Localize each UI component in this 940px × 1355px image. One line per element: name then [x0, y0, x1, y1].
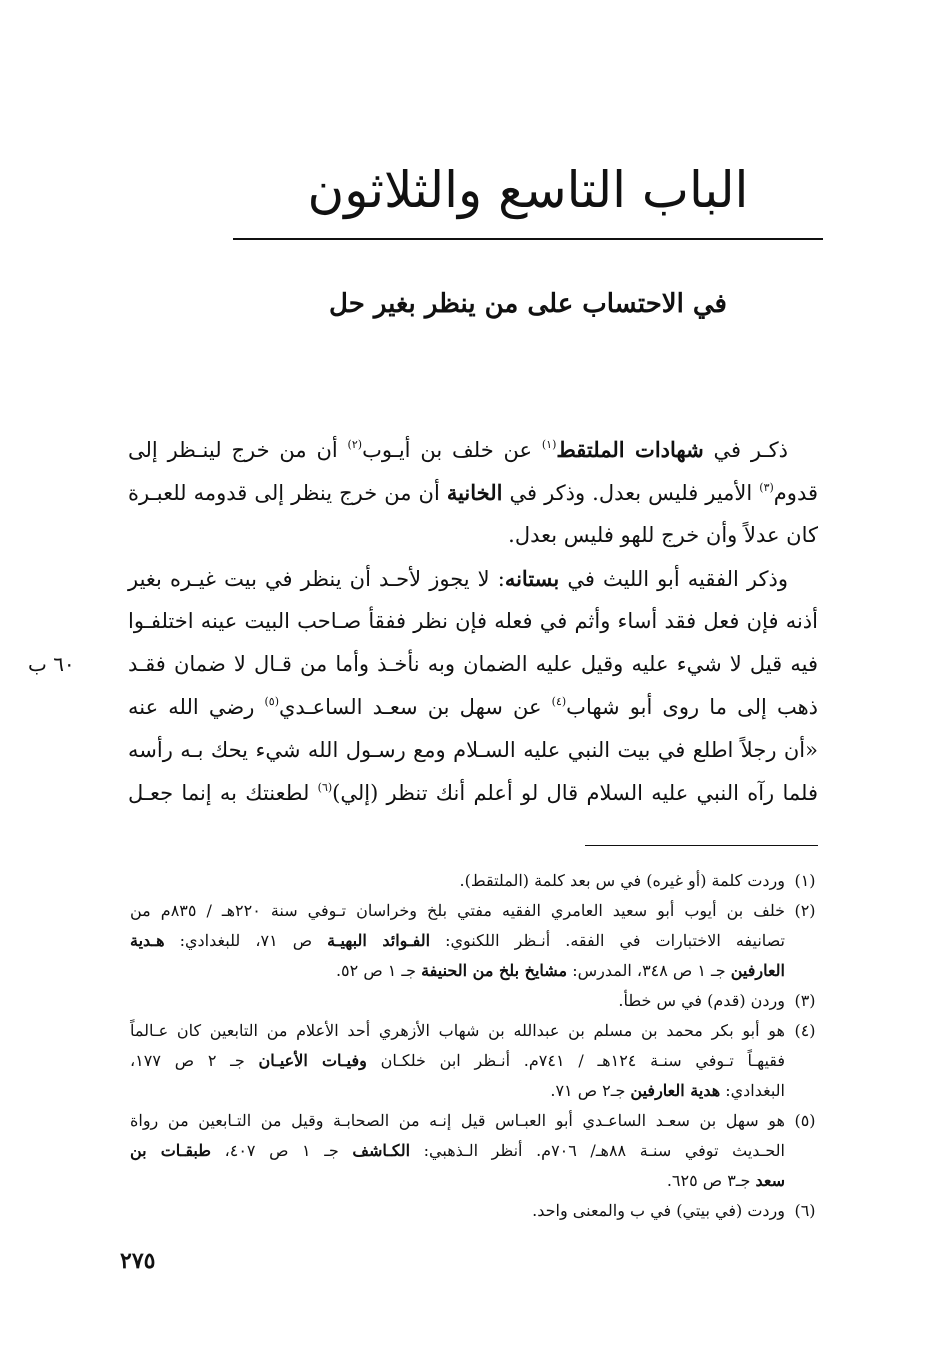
body-line — [28, 643, 818, 686]
bold-text: هـدية — [130, 931, 165, 950]
footnote-number: (٦) — [794, 1201, 816, 1220]
body-line — [128, 600, 818, 643]
footnote-text — [130, 1016, 785, 1046]
main-text — [28, 428, 819, 815]
footnote-divider — [585, 845, 818, 846]
footnote-line — [130, 986, 820, 1016]
text-segment: : لا يجوز لأحـد أن ينظر في بيت غيـره بغير — [128, 567, 505, 591]
footnote-text — [130, 986, 785, 1016]
text-segment: جـ ٢ ص ١٧٧، — [130, 1051, 259, 1070]
footnote-number: (٣) — [794, 991, 816, 1010]
text-segment: تصانيفه الاختبارات في الفقه. أنـظر اللكنوي: — [430, 931, 786, 950]
footnote-number: (٥) — [794, 1111, 816, 1130]
footnote-marker: (٤) — [551, 695, 567, 708]
bold-text: مشايخ بلخ من الحنيفة — [421, 961, 568, 980]
page-number: ٢٧٥ — [120, 1248, 156, 1274]
footnote-line — [130, 1106, 820, 1136]
footnote-marker: (٣) — [759, 481, 774, 494]
text-segment: جـ٣ ص ٦٢٥. — [666, 1171, 756, 1190]
footnote-text — [130, 1196, 785, 1226]
text-segment: هو سهل بن سعـد الساعـدي أبو العبـاس قيل إنـه من الصحابـة وقيل من التـابعين من رواة — [130, 1111, 785, 1130]
footnote-text — [130, 1166, 785, 1196]
text-segment: أن من خرج ينظر إلى قدومه للعبـرة — [128, 481, 447, 505]
footnote-number: (١) — [794, 871, 816, 890]
footnote-number: (٢) — [794, 901, 816, 920]
footnote-line — [130, 896, 820, 926]
footnote-line — [130, 1046, 820, 1076]
footnote-line — [130, 1196, 820, 1226]
body-line — [128, 428, 818, 471]
body-line — [128, 514, 818, 557]
bold-text: طبقـات بن — [130, 1141, 211, 1160]
text-segment: وردت كلمة (أو غيره) في س بعد كلمة (الملتقط). — [459, 871, 785, 890]
bold-text: وفيـات الأعيـان — [258, 1051, 367, 1070]
text-segment: البغدادي: — [720, 1081, 785, 1100]
text-segment: هو أبو بكر محمد بن مسلم بن عبدالله بن شهاب الأزهري أحد الأعلام من التابعين كان عـالماً — [130, 1021, 785, 1040]
text-segment: وذكر الفقيه أبو الليث في — [559, 567, 788, 591]
text-segment: أذنه فإن فعل فقد أساء وأثم في فعله فإن نظر ففقأ صـاحب البيت عينه اختلفـوا — [128, 609, 818, 633]
text-segment: وردت (في بيتي) في ب والمعنى واحد. — [532, 1201, 785, 1220]
footnote-line — [130, 926, 820, 956]
footnote-text — [130, 896, 785, 926]
footnote-line — [130, 866, 820, 896]
footnote-line — [130, 1166, 820, 1196]
footnote-marker: (١) — [541, 438, 557, 451]
section-title: في الاحتساب على من ينظر بغير حل — [329, 289, 727, 319]
text-segment: أن من خرج لينـظر إلى — [128, 438, 348, 462]
bold-text: شهادات الملتقط — [556, 437, 704, 462]
footnote-text — [130, 926, 785, 956]
footnote-text — [130, 1136, 785, 1166]
footnote-text — [130, 1106, 785, 1136]
bold-text: بستانه — [504, 566, 560, 591]
text-segment: ص ٧١، للبغدادي: — [164, 931, 328, 950]
footnote-text — [130, 1046, 785, 1076]
footnote-text — [130, 956, 785, 986]
footnote-line — [130, 1016, 820, 1046]
footnote-line — [130, 1136, 820, 1166]
text-segment: فقيهـاً تـوفي سنـة ١٢٤هـ / ٧٤١م. أنـظر ابن خلكـان — [366, 1051, 786, 1070]
text-segment: وردن (قدم) في س خطأ. — [618, 991, 785, 1010]
bold-text: الخانية — [446, 480, 503, 505]
body-line — [128, 471, 818, 514]
text-segment: عن سهل بن سعـد الساعـدي — [279, 695, 552, 719]
footnote-line — [130, 1076, 820, 1106]
body-line — [128, 729, 818, 772]
text-segment: ذهب إلى ما روى أبو شهاب — [566, 695, 819, 719]
footnote-number: (٤) — [794, 1021, 816, 1040]
text-segment: الأمير فليس بعدل. وذكر في — [502, 481, 760, 505]
text-segment: كان عدلاً وأن خرج للهو فليس بعدل. — [508, 523, 818, 547]
bold-text: سعد — [755, 1171, 785, 1190]
text-segment: ذكـر في — [703, 438, 788, 462]
text-segment: «أن رجلاً اطلع في بيت النبي عليه السـلام ومع رسـول الله شيء يحك بـه رأسه — [128, 738, 818, 762]
footnote-text — [130, 1076, 785, 1106]
text-segment: قدوم — [773, 481, 819, 505]
bold-text: هدية العارفين — [630, 1081, 721, 1100]
bold-text: الفـوائد البهيـة — [327, 931, 431, 950]
text-segment: جـ ١ ص ٤٠٧، — [210, 1141, 353, 1160]
text-segment: فيه قيل لا شيء عليه وقيل عليه الضمان وبه نأخـذ وأما من قـال لا ضمان فقـد — [128, 652, 818, 676]
footnote-text — [130, 866, 785, 896]
footnote-line — [130, 956, 820, 986]
text-segment: الحـديث توفي سنـة ٨٨هـ/ ٧٠٦م. أنظر الـذهبي: — [410, 1141, 785, 1160]
text-segment: جـ ١ ص ٥٢. — [335, 961, 422, 980]
body-line — [128, 557, 818, 600]
footnotes — [130, 866, 820, 1226]
bold-text: العارفين — [730, 961, 785, 980]
text-segment: جـ ١ ص ٣٤٨، المدرس: — [567, 961, 731, 980]
text-segment: عن خلف بن أيـوب — [362, 438, 542, 462]
text-segment: خلف بن أيوب أبو سعيد العامري الفقيه مفتي بلخ وخراسان تـوفي سنة ٢٢٠هـ / ٨٣٥م من — [130, 901, 785, 920]
margin-folio-note: ٦٠ ب — [28, 652, 75, 676]
body-line — [128, 772, 818, 815]
text-segment: لطعنتك به إنما جعـل — [128, 781, 318, 805]
body-line — [128, 686, 818, 729]
text-segment: جـ٢ ص ٧١. — [550, 1081, 631, 1100]
text-segment: فلما رآه النبي عليه السلام قال لو أعلم أنك تنظر (إلي) — [332, 781, 818, 805]
footnote-marker: (٦) — [317, 781, 333, 794]
bold-text: الكـاشف — [352, 1141, 411, 1160]
footnote-marker: (٢) — [347, 438, 363, 451]
footnote-marker: (٥) — [264, 695, 279, 708]
chapter-title: الباب التاسع والثلاثون — [307, 161, 749, 219]
title-divider — [233, 238, 823, 240]
text-segment: رضي الله عنه — [128, 695, 265, 719]
